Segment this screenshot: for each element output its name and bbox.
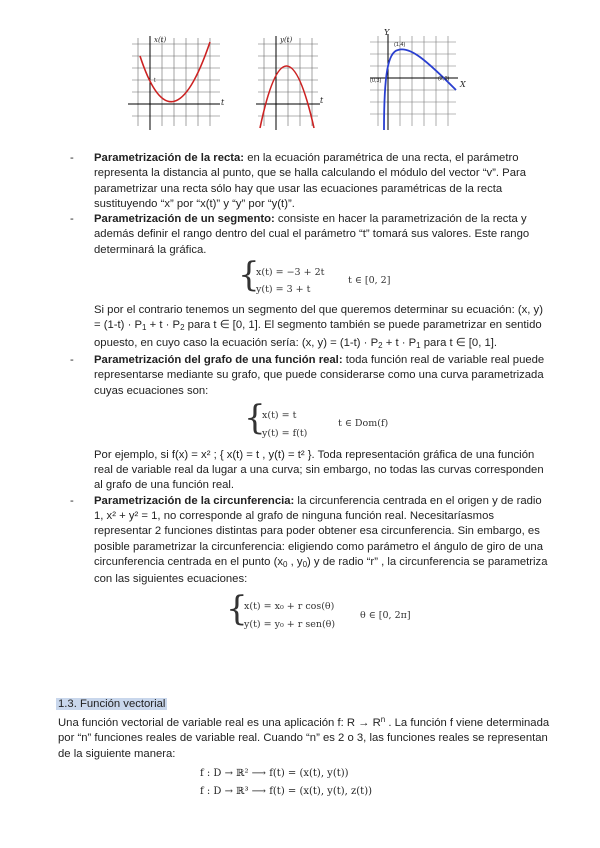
segmento-paragraph: Si por el contrario tenemos un segmento del que queremos determinar su ecuación: (x, $y) = (1-t) \cdot P_1 + t \cdot P_2$ para t ∈ [0, 1]. El segmento también se puede parametrizar en sentido opuesto, en cuyo caso la ecuación sería: (x, $y) = (1-t) \cdot P_2 + t \cdot P_1$ para t ∈ [0, 1]. [94,304,543,350]
bullet-recta [70,151,548,212]
bullet-title: Parametrización de un segmento: [94,213,275,226]
bullet-title: Parametrización de la circunferencia: [94,494,295,507]
eq-range: t ∈ [0, 2] [348,275,391,287]
svg-text:t: t [154,78,156,84]
bullet-text: toda función real de variable real puede representarse mediante su grafo, que puede considerarse como una curva parametrizada cuyas ecuaciones son: [94,353,545,397]
bullet-circunferencia: - Parametrización de la circunferencia: la circunferencia centrada en el origen y de radio 1, x² + y² = 1, no corresponde al grafo de ninguna función real. Necesitaríasmos representar 2 funciones distintas para poder obtener esa circunferencia. Sin embargo, es posible parametrizar la circunferencia: eligiendo como parámetro el ángulo de giro de una circunferencia centrada en el punto ($x_0$ , $y_0$) y de radio “r” , la circunferencia se parametriza con las siguientes ecuaciones: [70,494,548,586]
eq-y: y(t) = 3 + t [256,284,311,296]
graph-x-of-t [128,34,224,130]
graph-y-of-t [256,34,324,130]
bullet-text: consiste en hacer la parametrización de la recta y además definir el rango dentro del cual el parámetro “t” tomará sus valores. Este rango determinará la gráfica. [94,213,530,256]
bullet-text: en la ecuación paramétrica de una recta, el parámetro representa la distancia al punto, que se halla calculando el módulo del vector “v”. Para parametrizar una recta sólo hay que usar las ecuaciones paramétricas de la recta sustituyendo “x” por “x(t)” y “y” por “y(t)”. [94,152,527,210]
eq-x: x(t) = −3 + 2t [256,267,325,279]
bullet-segmento [70,212,548,258]
equation-grafo: { x(t) = t y(t) = f(t) t ∈ Dom(f) [70,399,548,443]
graph3-point-left: (0,3) [370,78,382,84]
eq-x: x(t) = t [262,409,297,421]
section-paragraph: Una función vectorial de variable real es una aplicación f: $R \to R^n$ . La función f viene determinada por “n” funciones reales de variable real. Cuando “n” es 2 o 3, las funciones reales se representan de la siguiente manera: [58,715,550,760]
equation-segmento: { x(t) = −3 + 2t y(t) = 3 + t t ∈ [0, 2] [70,258,548,298]
bullet-dash: - [70,213,74,226]
eq-range: θ ∈ [0, 2π] [360,609,411,621]
def-3d: f : D → ℝ³ ⟶ f(t) = (x(t), y(t), z(t)) [200,786,372,797]
bullet-title: Parametrización de la recta: [94,152,245,164]
bullet-dash: - [70,152,74,164]
grafo-paragraph: Por ejemplo, si f(x) = x² ; { x(t) = t , y(t) = t² }. Toda representación gráfica de una función real de variable real da lugar a una curva; sin embargo, no todas las curvas corresponden al grafo de una función real. [94,448,544,492]
eq-x: x(t) = x₀ + r cos(θ) [244,600,335,612]
bullet-dash: - [70,353,74,366]
graph3-y-label: Y [384,28,390,37]
def-2d: f : D → ℝ² ⟶ f(t) = (x(t), y(t)) [200,768,349,779]
graph3-point-right: (2,0) [438,76,450,82]
bullet-grafo [70,353,548,399]
vector-function-definitions [200,768,372,804]
section-heading: 1.3. Función vectorial [58,698,166,710]
parametrization-list [70,151,548,632]
graph3-x-label: X [460,80,466,89]
graph-parametric-curve [370,28,466,130]
graph2-x-label: t [320,96,324,105]
graph1-x-label: t [221,98,225,107]
graph3-point-top: (1,4) [394,42,406,48]
figures-row [128,28,488,130]
graph1-y-label: x(t) [154,36,167,44]
bullet-dash: - [70,494,74,507]
equation-circunferencia: { x(t) = x₀ + r cos(θ) y(t) = y₀ + r sen(θ) θ ∈ [0, 2π] [70,588,548,632]
bullet-title: Parametrización del grafo de una función real: [94,353,343,366]
graph2-y-label: y(t) [280,36,293,44]
eq-range: t ∈ Dom(f) [338,417,389,429]
eq-y: y(t) = f(t) [262,427,308,439]
eq-y: y(t) = y₀ + r sen(θ) [244,618,336,630]
